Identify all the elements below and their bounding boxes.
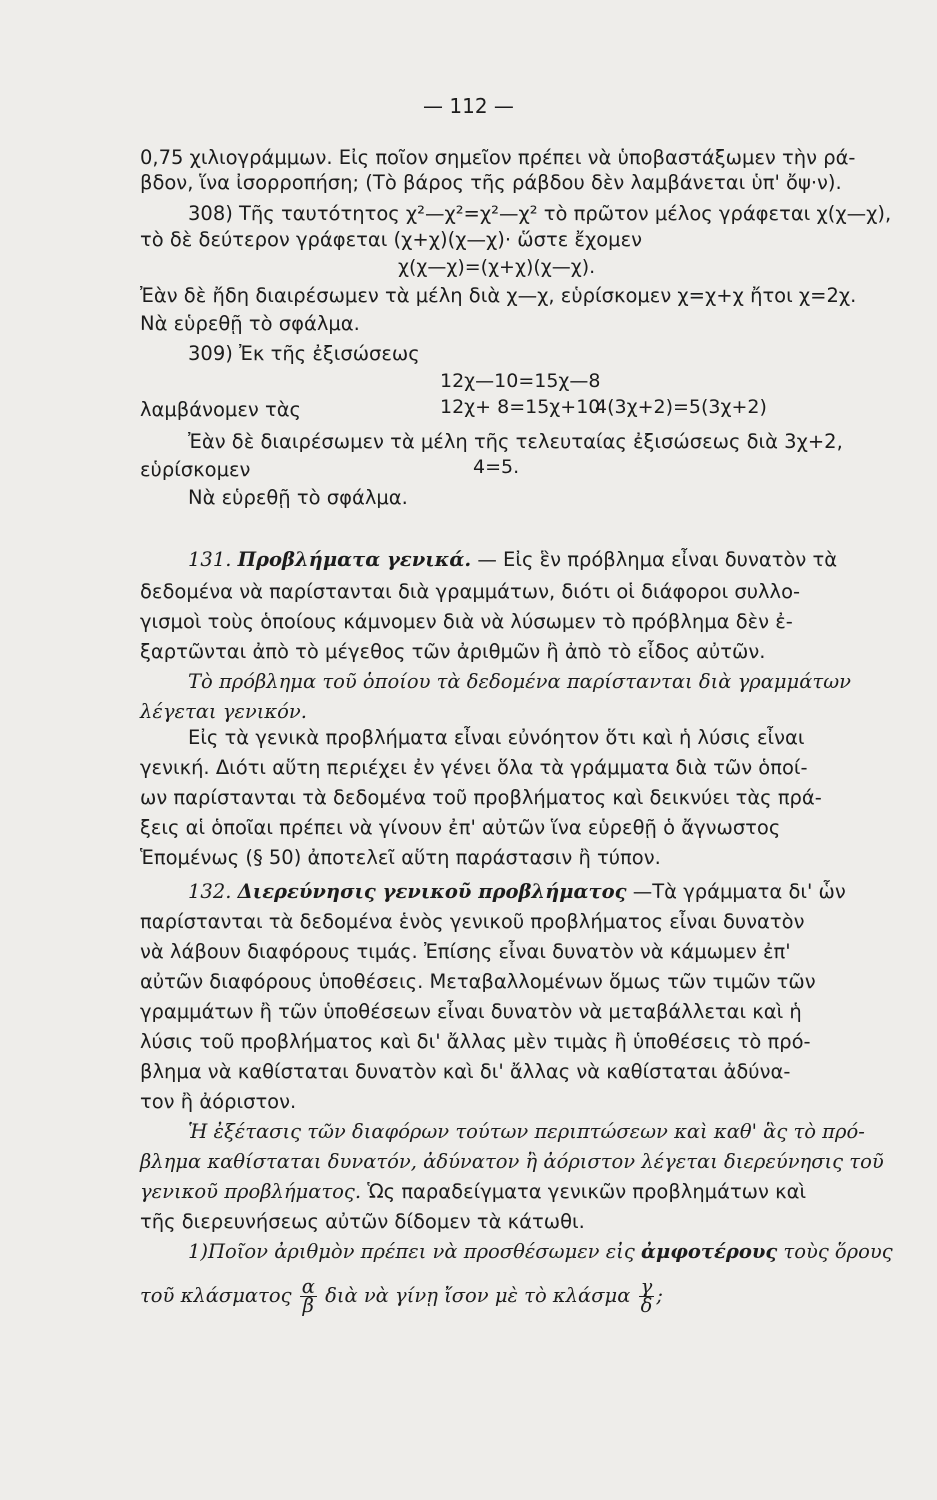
- section-title: Διερεύνησις γενικοῦ προβλήματος: [237, 880, 627, 903]
- definition-line: Τὸ πρόβλημα τοῦ ὁποίου τὰ δεδομένα παρίστανται διὰ γραμμάτων: [188, 670, 851, 693]
- fraction-gamma-delta: [639, 1275, 655, 1317]
- section-text: — Εἰς ἓν πρόβλημα εἶναι δυνατὸν τὰ: [477, 548, 838, 571]
- example-text: τοὺς ὅρους: [777, 1240, 893, 1263]
- text-line: τὸ δὲ δεύτερον γράφεται (χ+χ)(χ—χ)· ὥστε ἔχομεν: [140, 228, 643, 251]
- example-1-fraction-line: [140, 1276, 910, 1316]
- text-line: τον ἢ ἀόριστον.: [140, 1090, 297, 1113]
- fraction-denominator: β: [302, 1294, 314, 1317]
- page-number: — 112 —: [423, 94, 514, 118]
- equation: 12χ+ 8=15χ+10: [440, 396, 601, 418]
- text-line: Ἑπομένως (§ 50) ἀποτελεῖ αὕτη παράστασιν ἢ τύπον.: [140, 846, 661, 869]
- text-line: γραμμάτων ἢ τῶν ὑποθέσεων εἶναι δυνατὸν νὰ μεταβάλλεται καὶ ἡ: [140, 1000, 802, 1023]
- text-line: Εἰς τὰ γενικὰ προβλήματα εἶναι εὐνόητον ὅτι καὶ ἡ λύσις εἶναι: [188, 726, 805, 749]
- text-line: παρίστανται τὰ δεδομένα ἑνὸς γενικοῦ προβλήματος εἶναι δυνατὸν: [140, 910, 805, 933]
- text-line: εὑρίσκομεν: [140, 458, 251, 481]
- text-line: δεδομένα νὰ παρίστανται διὰ γραμμάτων, διότι οἱ διάφοροι συλλο-: [140, 580, 801, 603]
- fraction-numerator: α: [301, 1275, 315, 1298]
- text-line: τῆς διερευνήσεως αὐτῶν δίδομεν τὰ κάτωθι.: [140, 1210, 585, 1233]
- fraction-denominator: δ: [640, 1294, 653, 1317]
- section-text: —Τὰ γράμματα δι' ὧν: [632, 880, 846, 903]
- text-line: ων παρίστανται τὰ δεδομένα τοῦ προβλήματος καὶ δεικνύει τὰς πρά-: [140, 786, 822, 809]
- exercise-309: 309) Ἐκ τῆς ἐξισώσεως: [188, 342, 420, 365]
- definition-line: βλημα καθίσταται δυνατόν, ἀδύνατον ἢ ἀόριστον λέγεται διερεύνησις τοῦ: [140, 1150, 884, 1173]
- exercise-308: 308) Τῆς ταυτότητος χ²—χ²=χ²—χ² τὸ πρῶτον μέλος γράφεται χ(χ—χ),: [188, 202, 892, 225]
- fraction-numerator: γ: [639, 1278, 655, 1297]
- example-number: 1): [188, 1240, 209, 1263]
- text-line: βδον, ἵνα ἰσορροπήση; (Τὸ βάρος τῆς ράβδου δὲν λαμβάνεται ὑπ' ὄψ·ν).: [140, 171, 842, 194]
- text-line: 0,75 χιλιογράμμων. Εἰς ποῖον σημεῖον πρέπει νὰ ὑποβαστάξωμεν τὴν ρά-: [140, 146, 856, 169]
- text-line: νὰ λάβουν διαφόρους τιμάς. Ἐπίσης εἶναι δυνατὸν νὰ κάμωμεν ἐπ': [140, 940, 791, 963]
- text-line: ξαρτῶνται ἀπὸ τὸ μέγεθος τῶν ἀριθμῶν ἢ ἀπὸ τὸ εἶδος αὐτῶν.: [140, 640, 766, 663]
- section-number: 131.: [188, 548, 232, 571]
- definition-term: γενικοῦ προβλήματος.: [140, 1180, 362, 1203]
- example-emph: ἀμφοτέρους: [640, 1240, 778, 1263]
- text-line: γενική. Διότι αὕτη περιέχει ἐν γένει ὅλα τὰ γράμματα διὰ τῶν ὁποί-: [140, 756, 808, 779]
- text-span: Ὡς παραδείγματα γενικῶν προβλημάτων καὶ: [361, 1180, 807, 1203]
- equation: χ(χ—χ)=(χ+χ)(χ—χ).: [398, 256, 596, 278]
- example-text: Ποῖον ἀριθμὸν πρέπει νὰ προσθέσωμεν εἰς: [208, 1240, 641, 1263]
- equation: 4(3χ+2)=5(3χ+2): [595, 396, 767, 418]
- text-line: γισμοὶ τοὺς ὁποίους κάμνομεν διὰ νὰ λύσωμεν τὸ πρόβλημα δὲν ἐ-: [140, 610, 793, 633]
- example-1-line: [188, 1240, 937, 1264]
- example-text: ;: [656, 1284, 663, 1307]
- mixed-line: [140, 1180, 910, 1204]
- section-title: Προβλήματα γενικά.: [237, 548, 472, 571]
- equation: 4=5.: [473, 456, 520, 478]
- section-131-heading-line: [188, 548, 937, 572]
- text-line: Νὰ εὑρεθῇ τὸ σφάλμα.: [188, 486, 408, 509]
- text-line: Ἐὰν δὲ διαιρέσωμεν τὰ μέλη τῆς τελευταίας ἐξισώσεως διὰ 3χ+2,: [188, 430, 843, 453]
- section-132-heading-line: [188, 880, 937, 904]
- text-label: λαμβάνομεν τὰς: [140, 398, 301, 421]
- definition-line: Ἡ ἐξέτασις τῶν διαφόρων τούτων περιπτώσεων καὶ καθ' ἃς τὸ πρό-: [188, 1120, 865, 1143]
- definition-line: λέγεται γενικόν.: [140, 700, 307, 723]
- fraction-alpha-beta: [300, 1275, 317, 1317]
- text-line: Νὰ εὑρεθῇ τὸ σφάλμα.: [140, 312, 360, 335]
- example-text: διὰ νὰ γίνῃ ἴσον μὲ τὸ κλάσμα: [325, 1284, 631, 1307]
- text-line: ξεις αἱ ὁποῖαι πρέπει νὰ γίνουν ἐπ' αὐτῶν ἵνα εὑρεθῇ ὁ ἄγνωστος: [140, 816, 781, 839]
- section-number: 132.: [188, 880, 232, 903]
- text-line: βλημα νὰ καθίσταται δυνατὸν καὶ δι' ἄλλας νὰ καθίσταται ἀδύνα-: [140, 1060, 791, 1083]
- text-line: αὐτῶν διαφόρους ὑποθέσεις. Μεταβαλλομένων ὅμως τῶν τιμῶν τῶν: [140, 970, 816, 993]
- text-line: Ἐὰν δὲ ἤδη διαιρέσωμεν τὰ μέλη διὰ χ—χ, εὑρίσκομεν χ=χ+χ ἤτοι χ=2χ.: [140, 284, 857, 307]
- example-text: τοῦ κλάσματος: [140, 1284, 292, 1307]
- equation: 12χ—10=15χ—8: [440, 370, 601, 392]
- text-line: λύσις τοῦ προβλήματος καὶ δι' ἄλλας μὲν τιμὰς ἢ ὑποθέσεις τὸ πρό-: [140, 1030, 811, 1053]
